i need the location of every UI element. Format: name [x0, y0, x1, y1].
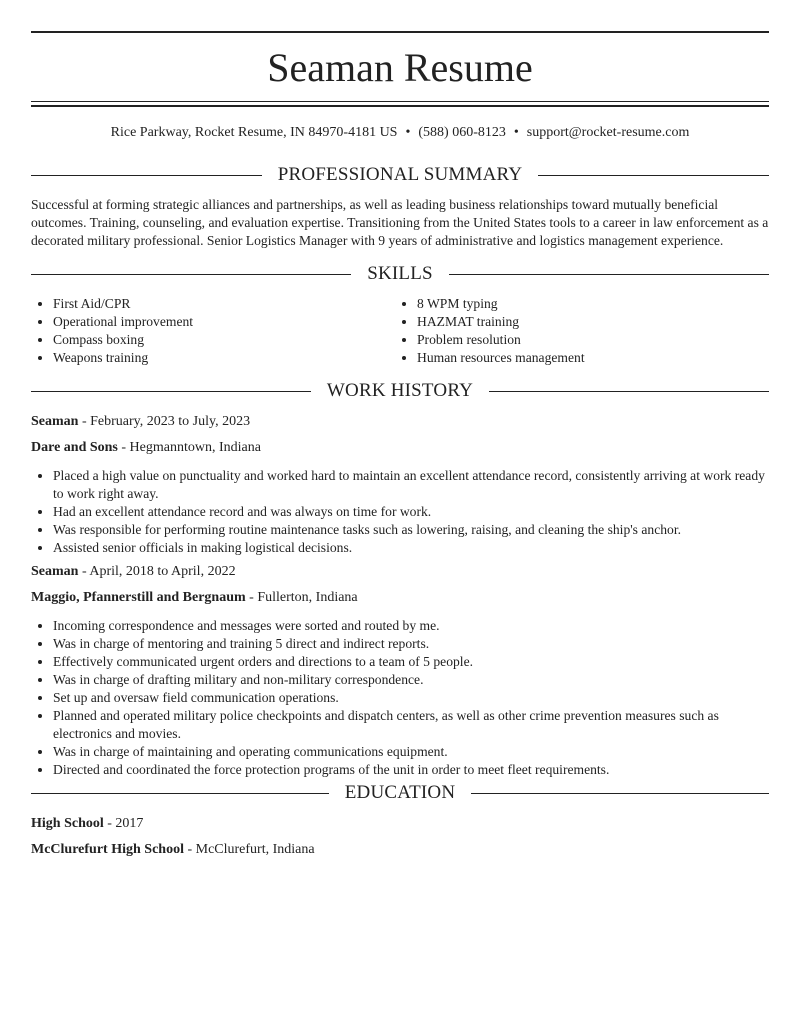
section-header-summary — [31, 163, 769, 187]
divider-line — [538, 175, 769, 176]
section-header-skills — [31, 262, 769, 286]
job-bullet: • Was in charge of drafting military and non-military correspondence. — [53, 671, 769, 689]
job-bullet: • Incoming correspondence and messages were sorted and routed by me. — [53, 617, 769, 635]
job-bullet: • Directed and coordinated the force protection programs of the unit in order to meet fleet requirements. — [53, 761, 769, 779]
job-dates: - April, 2018 to April, 2022 — [78, 564, 236, 579]
section-header-education — [31, 781, 769, 805]
divider-line — [31, 793, 329, 794]
job-location: - Hegmanntown, Indiana — [117, 440, 261, 455]
job-title: Seaman — [31, 414, 79, 429]
skill-item: • First Aid/CPR — [53, 295, 371, 313]
section-title: SKILLS — [367, 263, 433, 284]
job-company: Maggio, Pfannerstill and Bergnaum — [31, 590, 246, 605]
job-company-line — [31, 589, 769, 607]
summary-text: Successful at forming strategic alliances and partnerships, as well as leading business relationships toward mutually beneficial outcomes. Training, counseling, and evaluation expertise. Transitioning from the United States tools to a career in law enforcement as a decorated military professional. Senior Logistics Manager with 9 years of administrative and logistics management experience. — [31, 197, 769, 248]
job-company-line — [31, 439, 769, 457]
contact-separator: • — [513, 125, 519, 140]
skill-item: • Compass boxing — [53, 331, 371, 349]
section-title: PROFESSIONAL SUMMARY — [277, 164, 523, 185]
job-bullet: • Was responsible for performing routine maintenance tasks such as lowering, raising, and cleaning the ship's anchor. — [53, 521, 769, 539]
skills-list-right — [395, 295, 735, 367]
top-rule — [31, 31, 769, 33]
job-bullet: • Assisted senior officials in making logistical decisions. — [53, 539, 769, 557]
job-bullet: • Planned and operated military police checkpoints and dispatch centers, as well as other crime prevention measures such as electronics and movies. — [53, 707, 769, 743]
contact-separator: • — [405, 125, 411, 140]
job-title-line — [31, 413, 769, 431]
job-title: Seaman — [31, 564, 79, 579]
contact-email: support@rocket-resume.com — [526, 125, 690, 140]
education-degree-line — [31, 815, 769, 833]
skill-item: • HAZMAT training — [417, 313, 735, 331]
section-title: WORK HISTORY — [326, 380, 474, 401]
contact-address: Rice Parkway, Rocket Resume, IN 84970-4181 US — [110, 125, 398, 140]
contact-phone: (588) 060-8123 — [418, 125, 506, 140]
title-double-rule — [31, 101, 769, 107]
divider-line — [489, 391, 769, 392]
job-bullets — [31, 617, 769, 779]
job-dates: - February, 2023 to July, 2023 — [78, 414, 251, 429]
job-company: Dare and Sons — [31, 440, 118, 455]
job-bullet: • Placed a high value on punctuality and worked hard to maintain an excellent attendance record, consistently arriving at work ready to work right away. — [53, 467, 769, 503]
skill-item: • 8 WPM typing — [417, 295, 735, 313]
job-bullet: • Set up and oversaw field communication operations. — [53, 689, 769, 707]
education-school: McClurefurt High School — [31, 842, 184, 857]
contact-line — [31, 124, 769, 142]
education-school-line — [31, 841, 769, 859]
skill-item: • Weapons training — [53, 349, 371, 367]
skill-item: • Problem resolution — [417, 331, 735, 349]
job-bullet: • Effectively communicated urgent orders and directions to a team of 5 people. — [53, 653, 769, 671]
job-entry — [31, 413, 769, 557]
divider-line — [31, 274, 351, 275]
divider-line — [31, 175, 262, 176]
job-bullet: • Had an excellent attendance record and was always on time for work. — [53, 503, 769, 521]
divider-line — [449, 274, 769, 275]
job-location: - Fullerton, Indiana — [245, 590, 358, 605]
education-year: - 2017 — [103, 816, 144, 831]
job-bullet: • Was in charge of mentoring and training 5 direct and indirect reports. — [53, 635, 769, 653]
skills-list-left — [31, 295, 371, 367]
resume-title: Seaman Resume — [267, 45, 533, 90]
education-degree: High School — [31, 816, 104, 831]
job-bullets — [31, 467, 769, 557]
job-title-line — [31, 563, 769, 581]
divider-line — [31, 391, 311, 392]
job-entry — [31, 563, 769, 779]
education-entry — [31, 815, 769, 859]
skill-item: • Operational improvement — [53, 313, 371, 331]
education-location: - McClurefurt, Indiana — [183, 842, 315, 857]
section-title: EDUCATION — [344, 782, 456, 803]
section-header-work — [31, 379, 769, 403]
divider-line — [471, 793, 769, 794]
job-bullet: • Was in charge of maintaining and operating communications equipment. — [53, 743, 769, 761]
skill-item: • Human resources management — [417, 349, 735, 367]
